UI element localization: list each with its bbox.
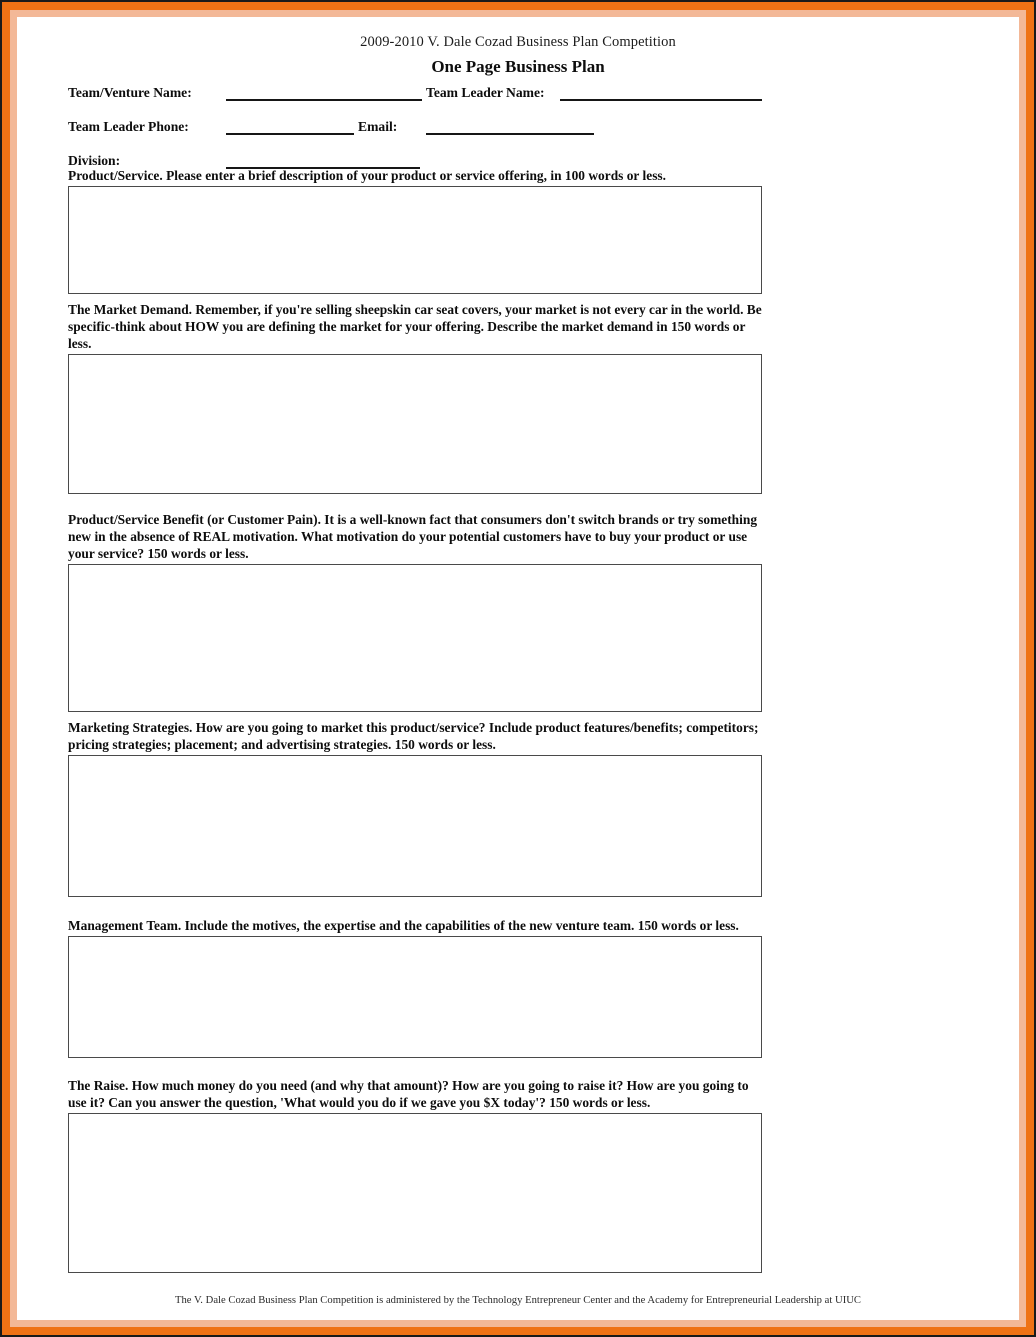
section-market-demand (68, 301, 766, 494)
document-frame-orange (2, 2, 1034, 1335)
team-leader-name-input[interactable] (560, 99, 762, 101)
answer-box-product-service-benefit[interactable] (68, 564, 762, 712)
team-leader-phone-label: Team Leader Phone: (68, 119, 189, 134)
identification-block (68, 85, 828, 168)
section-product-service-benefit (68, 511, 766, 712)
email-label: Email: (358, 119, 398, 134)
answer-box-management-team[interactable] (68, 936, 762, 1058)
document-page (17, 17, 1019, 1320)
section-management-team (68, 917, 766, 1058)
competition-name: 2009-2010 V. Dale Cozad Business Plan Competition (360, 34, 676, 50)
identification-row-1 (68, 85, 828, 102)
document-frame-salmon (10, 10, 1026, 1327)
page-content (17, 17, 1019, 1320)
section-prompt: Marketing Strategies. How are you going to market this product/service? Include product features/benefits; competitors; pricing strategies; placement; and advertising strategies. 150 words or less. (68, 720, 759, 753)
document-header (17, 33, 1019, 78)
section-marketing-strategies (68, 719, 766, 897)
section-product-service (68, 167, 766, 294)
answer-box-market-demand[interactable] (68, 354, 762, 494)
page-title: One Page Business Plan (431, 56, 605, 76)
document-footer: The V. Dale Cozad Business Plan Competition is administered by the Technology Entrepreneur Center and the Academy for Entrepreneurial Leadership at UIUC (175, 1295, 861, 1306)
team-venture-name-input[interactable] (226, 99, 422, 101)
section-prompt: Product/Service. Please enter a brief description of your product or service offering, in 100 words or less. (68, 168, 666, 183)
division-label: Division: (68, 153, 121, 168)
team-leader-name-label: Team Leader Name: (426, 85, 545, 100)
section-prompt: Product/Service Benefit (or Customer Pain). It is a well-known fact that consumers don't switch brands or try something new in the absence of REAL motivation. What motivation do your potential customers have to buy your product or use your service? 150 words or less. (68, 512, 758, 562)
team-venture-name-label: Team/Venture Name: (68, 85, 192, 100)
answer-box-the-raise[interactable] (68, 1113, 762, 1273)
section-the-raise (68, 1077, 766, 1273)
section-prompt: The Market Demand. Remember, if you're selling sheepskin car seat covers, your market is not every car in the world. Be specific-think about HOW you are defining the market for your offering. Describe the market demand in 150 words or less. (68, 302, 762, 352)
answer-box-marketing-strategies[interactable] (68, 755, 762, 897)
section-prompt: Management Team. Include the motives, the expertise and the capabilities of the new venture team. 150 words or less. (68, 918, 739, 933)
section-prompt: The Raise. How much money do you need (and why that amount)? How are you going to raise it? How are you going to use it? Can you answer the question, 'What would you do if we gave you $X today'? 150 words or less. (68, 1078, 749, 1111)
identification-row-3 (68, 119, 828, 168)
answer-box-product-service[interactable] (68, 186, 762, 294)
identification-row-2 (68, 102, 828, 134)
